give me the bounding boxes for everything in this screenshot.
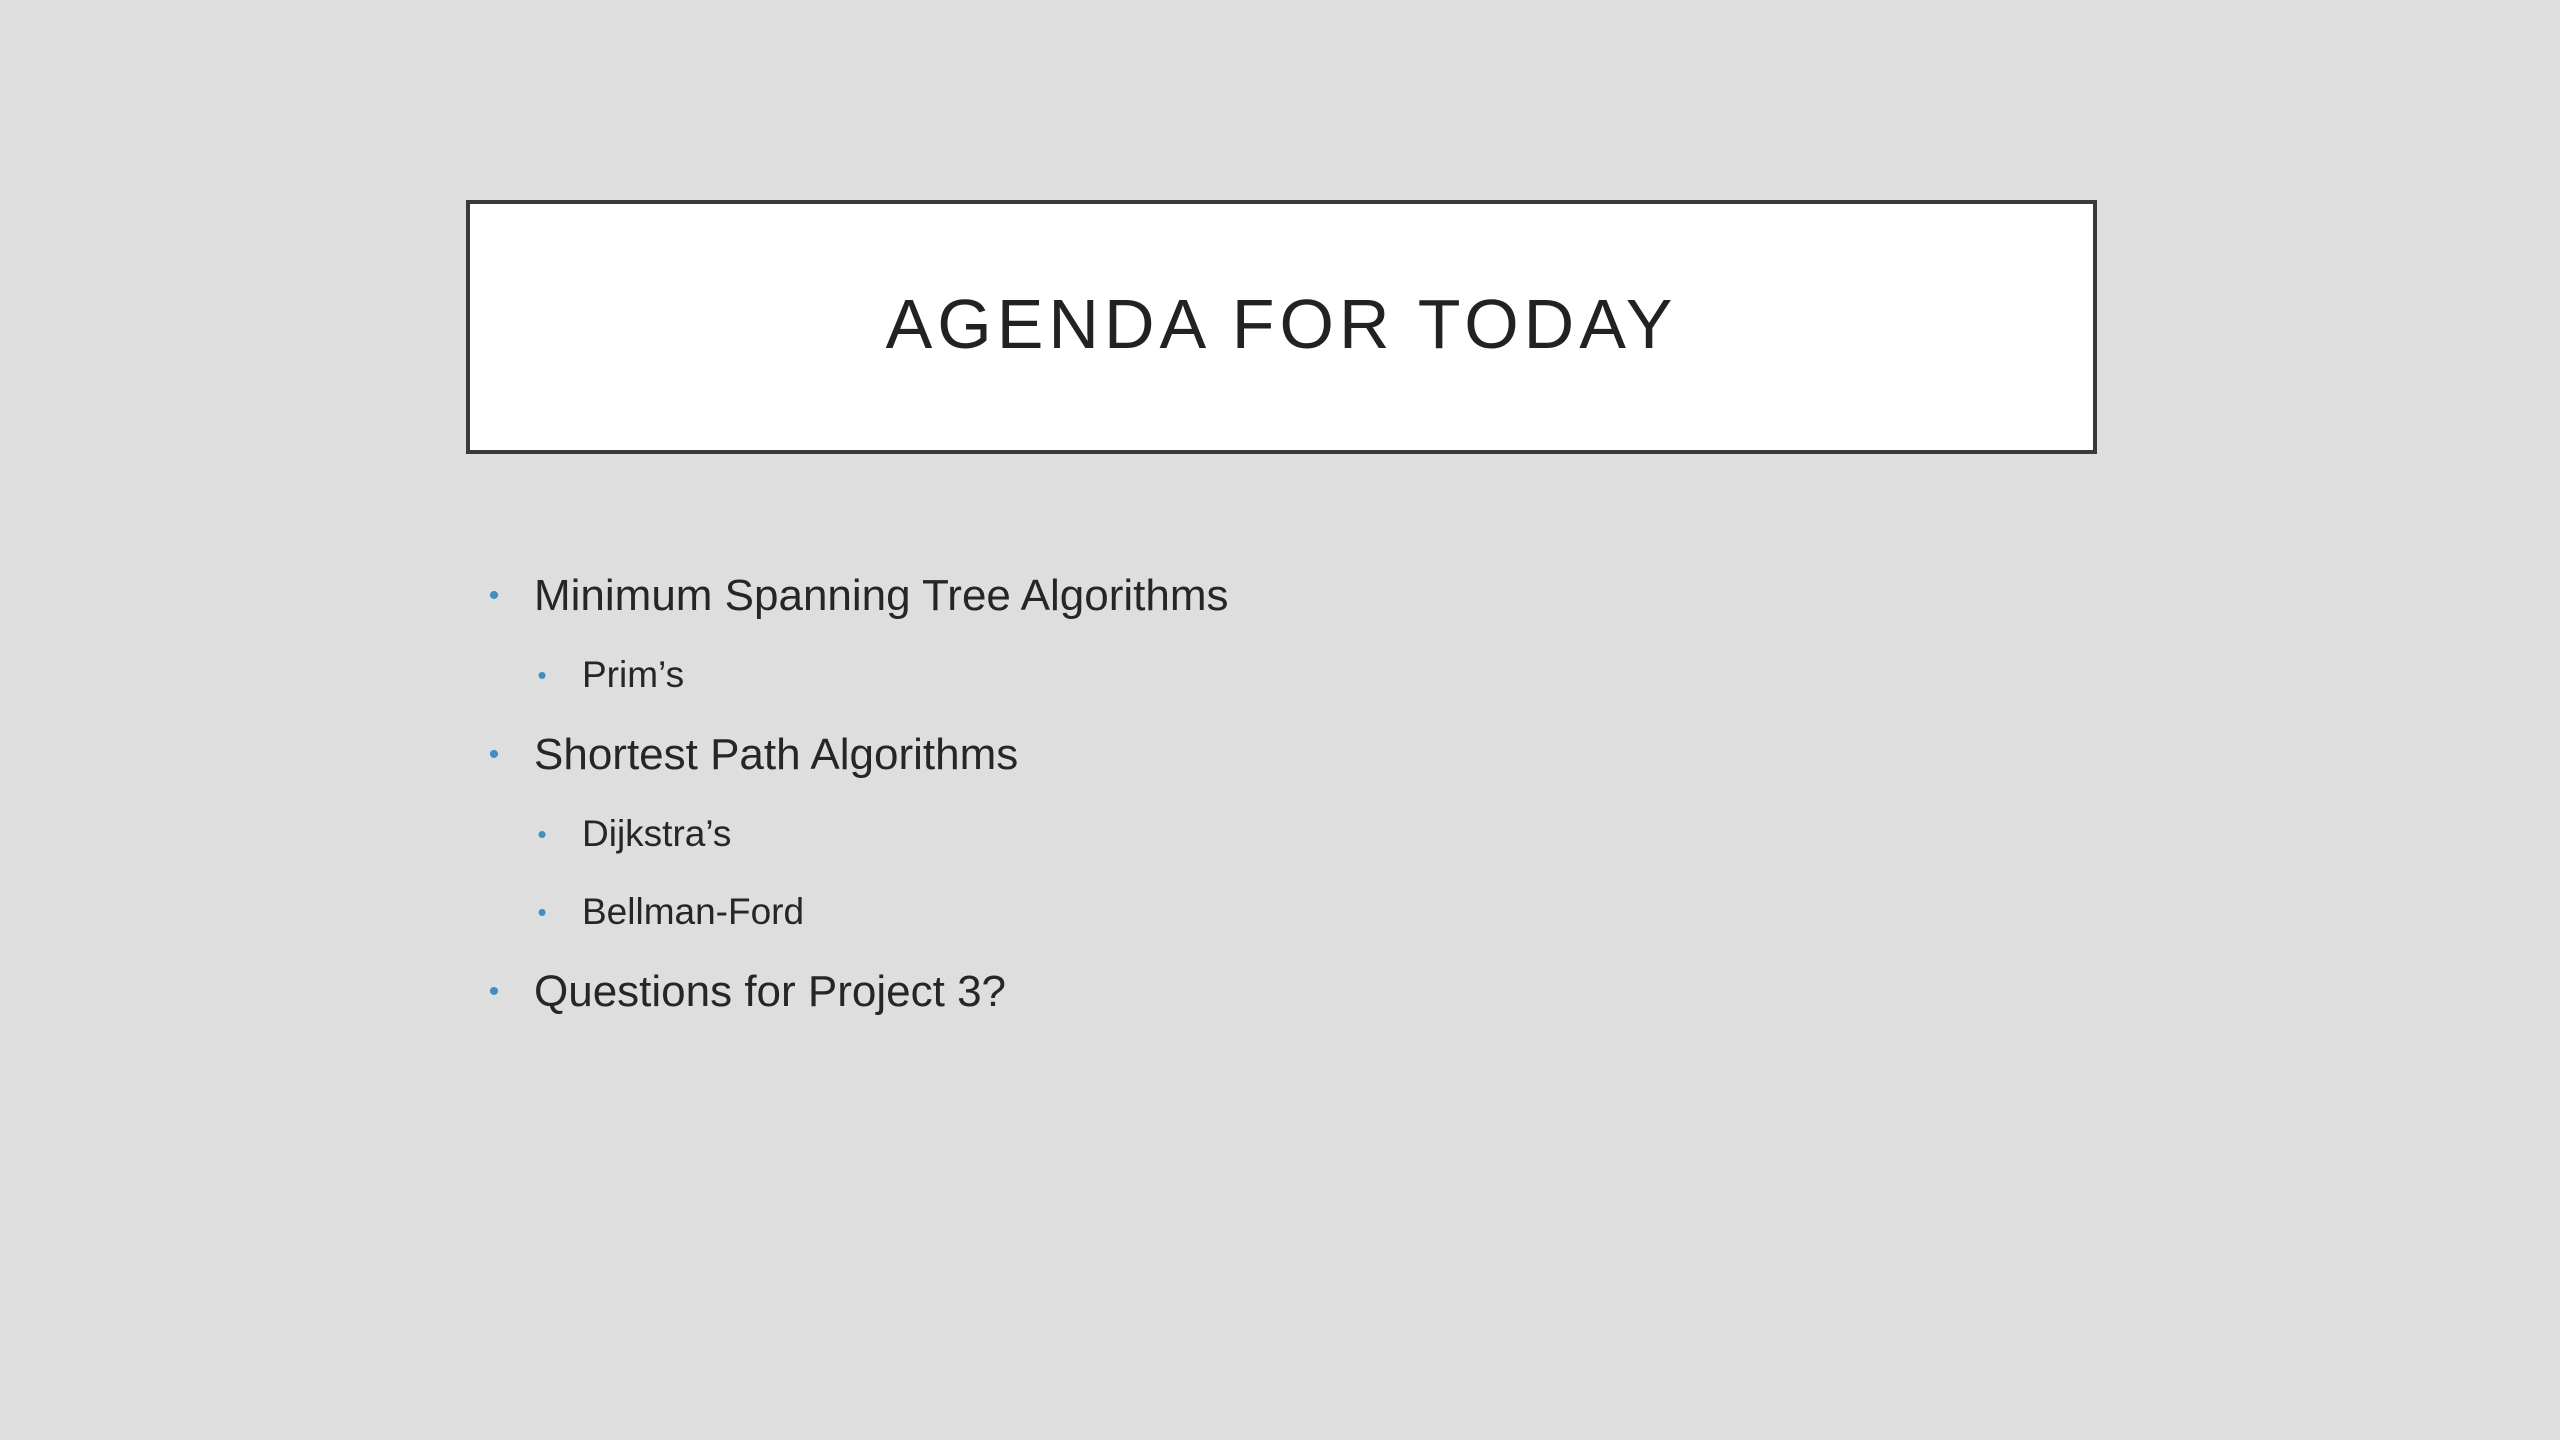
list-item bbox=[480, 795, 2080, 873]
list-item bbox=[480, 636, 2080, 714]
list-item bbox=[480, 555, 2080, 636]
agenda-list bbox=[480, 555, 2080, 1032]
list-item-label: Questions for Project 3? bbox=[534, 966, 1007, 1016]
slide-title: AGENDA FOR TODAY bbox=[885, 285, 1678, 363]
bullet-icon: • bbox=[537, 819, 547, 849]
bullet-icon: • bbox=[537, 897, 547, 927]
list-item bbox=[480, 951, 2080, 1032]
list-item-label: Minimum Spanning Tree Algorithms bbox=[534, 570, 1229, 620]
list-item-label: Dijkstra’s bbox=[582, 813, 732, 854]
list-item bbox=[480, 873, 2080, 951]
list-item-label: Bellman-Ford bbox=[582, 891, 805, 932]
list-item-label: Shortest Path Algorithms bbox=[534, 729, 1019, 779]
bullet-icon: • bbox=[488, 974, 500, 1008]
bullet-icon: • bbox=[537, 660, 547, 690]
title-box bbox=[466, 200, 2097, 454]
list-item-label: Prim’s bbox=[582, 654, 685, 695]
list-item bbox=[480, 714, 2080, 795]
bullet-icon: • bbox=[488, 737, 500, 771]
bullet-icon: • bbox=[488, 578, 500, 612]
